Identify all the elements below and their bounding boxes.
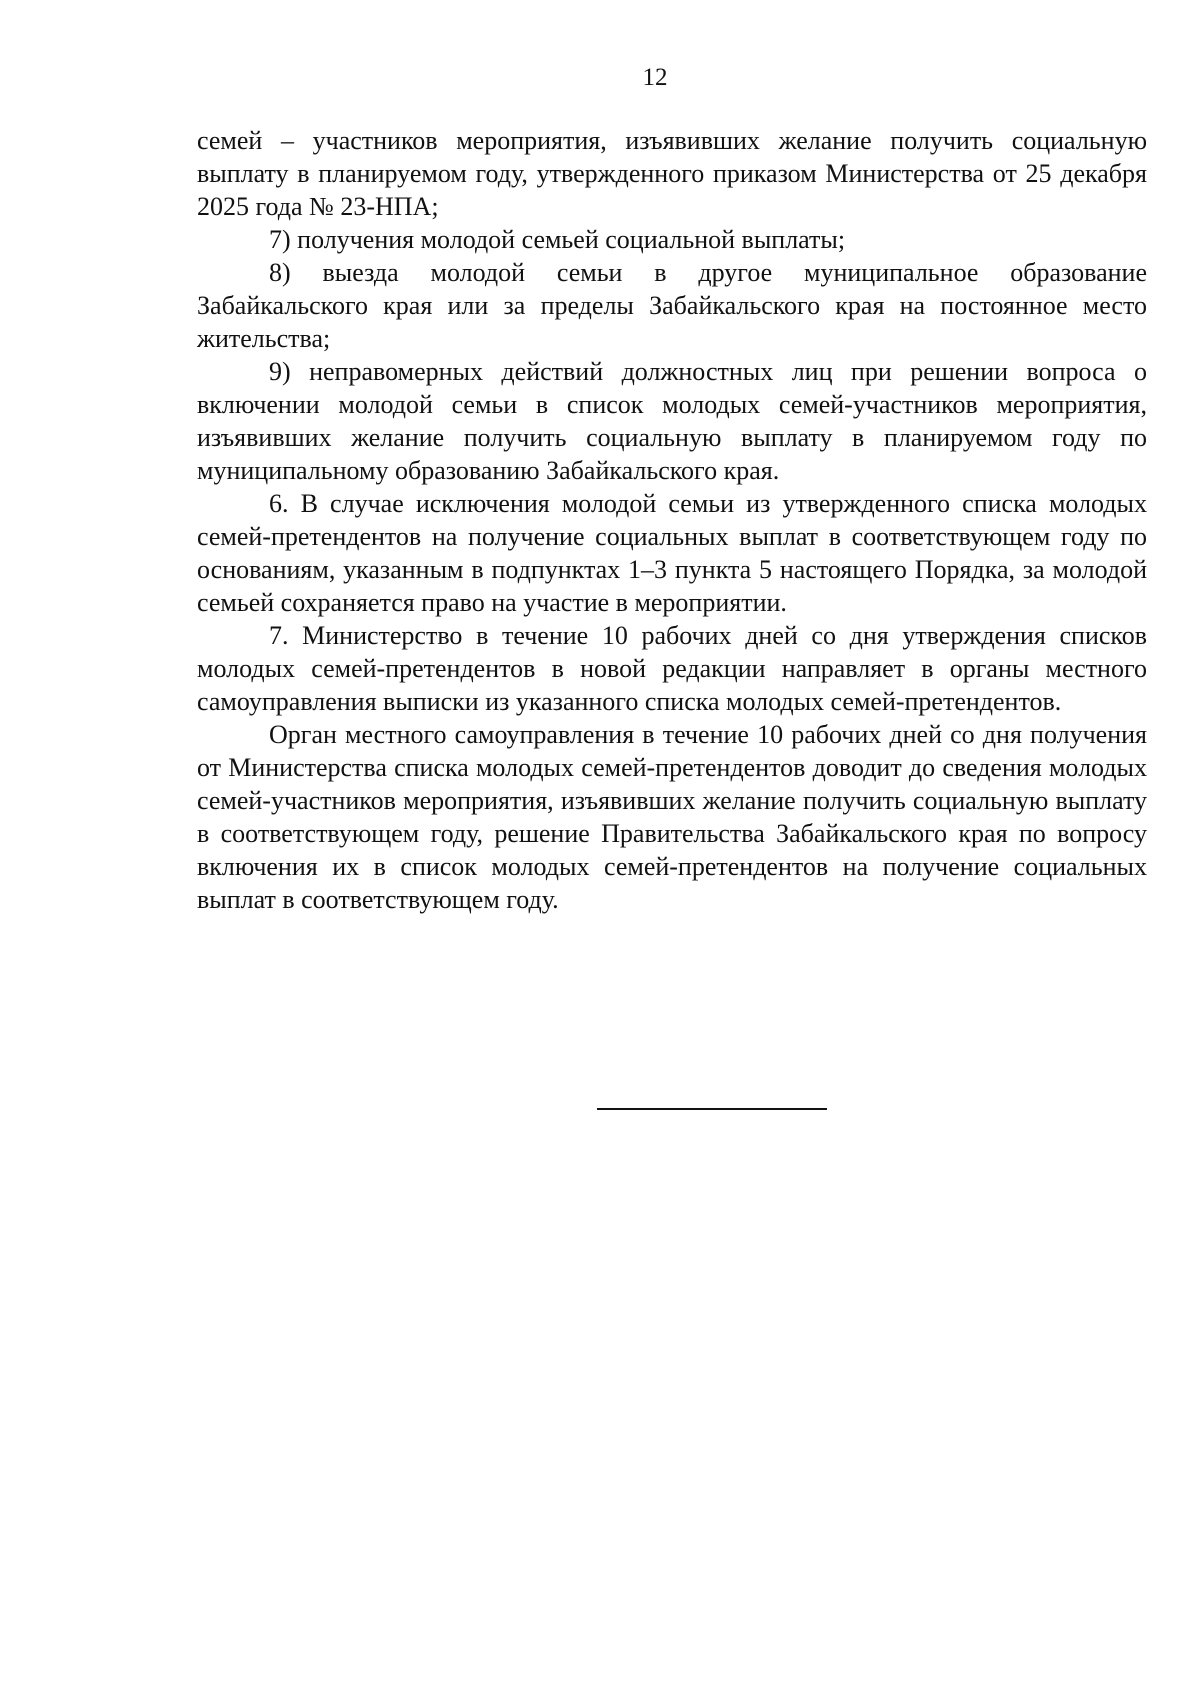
paragraph-item-7: 7) получения молодой семьей социальной выплаты; — [269, 225, 846, 254]
page-number: 12 — [642, 64, 668, 91]
paragraph-clause-6: 6. В случае исключения молодой семьи из утвержденного списка молодых семей-претендентов на получение социальных выплат в соответствующем году по основаниям, указанным в подпунктах 1–3 пункта 5 настоящего Порядка, за молодой семьей сохраняется право на участие в мероприятии. — [197, 489, 1147, 617]
paragraph-item-9: 9) неправомерных действий должностных лиц при решении вопроса о включении молодой семьи в список молодых семей-участников мероприятия, изъявивших желание получить социальную выплату в планируемом году по муниципальному образованию Забайкальского края. — [197, 357, 1147, 485]
paragraph-clause-7: 7. Министерство в течение 10 рабочих дней со дня утверждения списков молодых семей-претендентов в новой редакции направляет в органы местного самоуправления выписки из указанного списка молодых семей-претендентов. — [197, 621, 1147, 716]
document-body — [197, 124, 1147, 916]
closing-rule-line — [597, 1108, 827, 1110]
paragraph-local-authority: Орган местного самоуправления в течение 10 рабочих дней со дня получения от Министерства списка молодых семей-претендентов доводит до сведения молодых семей-участников мероприятия, изъявивших желание получить социальную выплату в соответствующем году, решение Правительства Забайкальского края по вопросу включения их в список молодых семей-претендентов на получение социальных выплат в соответствующем году. — [197, 720, 1147, 914]
paragraph-continuation: семей – участников мероприятия, изъявивших желание получить социальную выплату в планируемом году, утвержденного приказом Министерства от 25 декабря 2025 года № 23-НПА; — [197, 126, 1147, 221]
paragraph-item-8: 8) выезда молодой семьи в другое муниципальное образование Забайкальского края или за пределы Забайкальского края на постоянное место жительства; — [197, 258, 1147, 353]
